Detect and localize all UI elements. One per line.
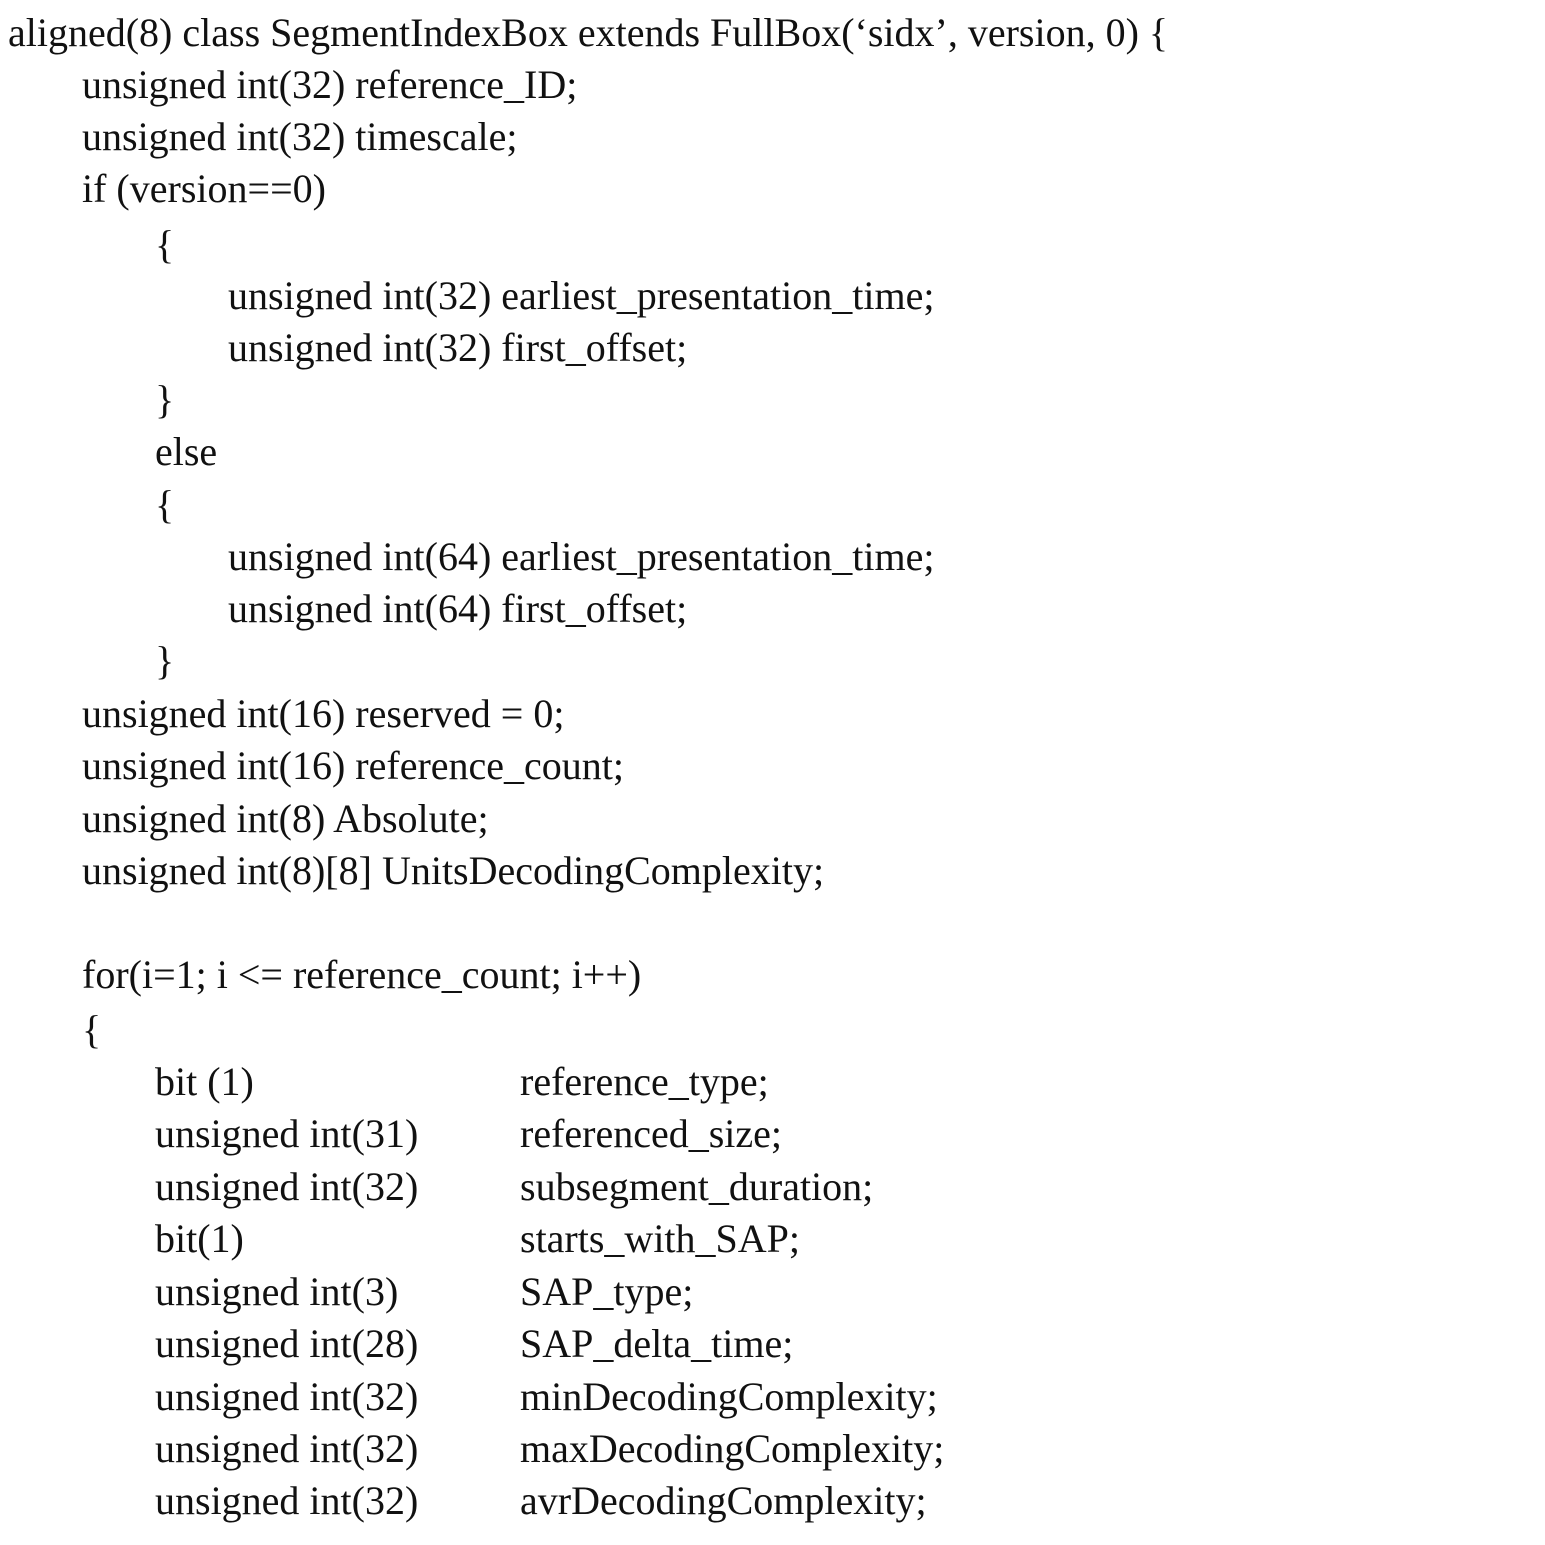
field-name: reference_type; xyxy=(520,1056,769,1108)
field-name: starts_with_SAP; xyxy=(520,1213,800,1265)
field-type: unsigned int(32) xyxy=(155,1478,418,1523)
code-line: unsigned int(32) earliest_presentation_time; xyxy=(228,270,934,322)
code-line: { xyxy=(82,1004,101,1056)
field-type: unsigned int(28) xyxy=(155,1321,418,1366)
field-name: subsegment_duration; xyxy=(520,1161,873,1213)
field-row xyxy=(155,1213,244,1265)
code-line: unsigned int(16) reserved = 0; xyxy=(82,688,564,740)
field-row xyxy=(155,1056,254,1108)
field-row xyxy=(155,1318,418,1370)
code-line: unsigned int(32) first_offset; xyxy=(228,322,687,374)
code-line: unsigned int(8) Absolute; xyxy=(82,793,489,845)
field-type: unsigned int(32) xyxy=(155,1374,418,1419)
field-type: unsigned int(3) xyxy=(155,1269,398,1314)
code-line: unsigned int(32) timescale; xyxy=(82,111,517,163)
field-type: bit(1) xyxy=(155,1216,244,1261)
field-type: unsigned int(32) xyxy=(155,1164,418,1209)
field-row xyxy=(155,1161,418,1213)
code-line: unsigned int(32) reference_ID; xyxy=(82,59,577,111)
code-line: } xyxy=(155,374,174,426)
code-line: unsigned int(64) first_offset; xyxy=(228,583,687,635)
field-name: SAP_type; xyxy=(520,1266,693,1318)
code-line: } xyxy=(155,635,174,687)
field-name: maxDecodingComplexity; xyxy=(520,1423,944,1475)
field-type: unsigned int(31) xyxy=(155,1111,418,1156)
field-row xyxy=(155,1371,418,1423)
code-line: { xyxy=(155,219,174,271)
code-line: { xyxy=(155,479,174,531)
code-line: if (version==0) xyxy=(82,163,326,215)
field-row xyxy=(155,1475,418,1527)
field-row xyxy=(155,1266,398,1318)
code-line: else xyxy=(155,426,217,478)
field-name: referenced_size; xyxy=(520,1108,782,1160)
class-declaration: aligned(8) class SegmentIndexBox extends FullBox(‘sidx’, version, 0) { xyxy=(8,7,1168,59)
field-name: avrDecodingComplexity; xyxy=(520,1475,927,1527)
code-line: unsigned int(16) reference_count; xyxy=(82,740,624,792)
field-type: unsigned int(32) xyxy=(155,1426,418,1471)
code-line: for(i=1; i <= reference_count; i++) xyxy=(82,949,641,1001)
field-name: minDecodingComplexity; xyxy=(520,1371,938,1423)
code-line: unsigned int(64) earliest_presentation_time; xyxy=(228,531,934,583)
field-name: SAP_delta_time; xyxy=(520,1318,793,1370)
field-type: bit (1) xyxy=(155,1059,254,1104)
code-line: unsigned int(8)[8] UnitsDecodingComplexity; xyxy=(82,845,824,897)
field-row xyxy=(155,1108,418,1160)
field-row xyxy=(155,1423,418,1475)
